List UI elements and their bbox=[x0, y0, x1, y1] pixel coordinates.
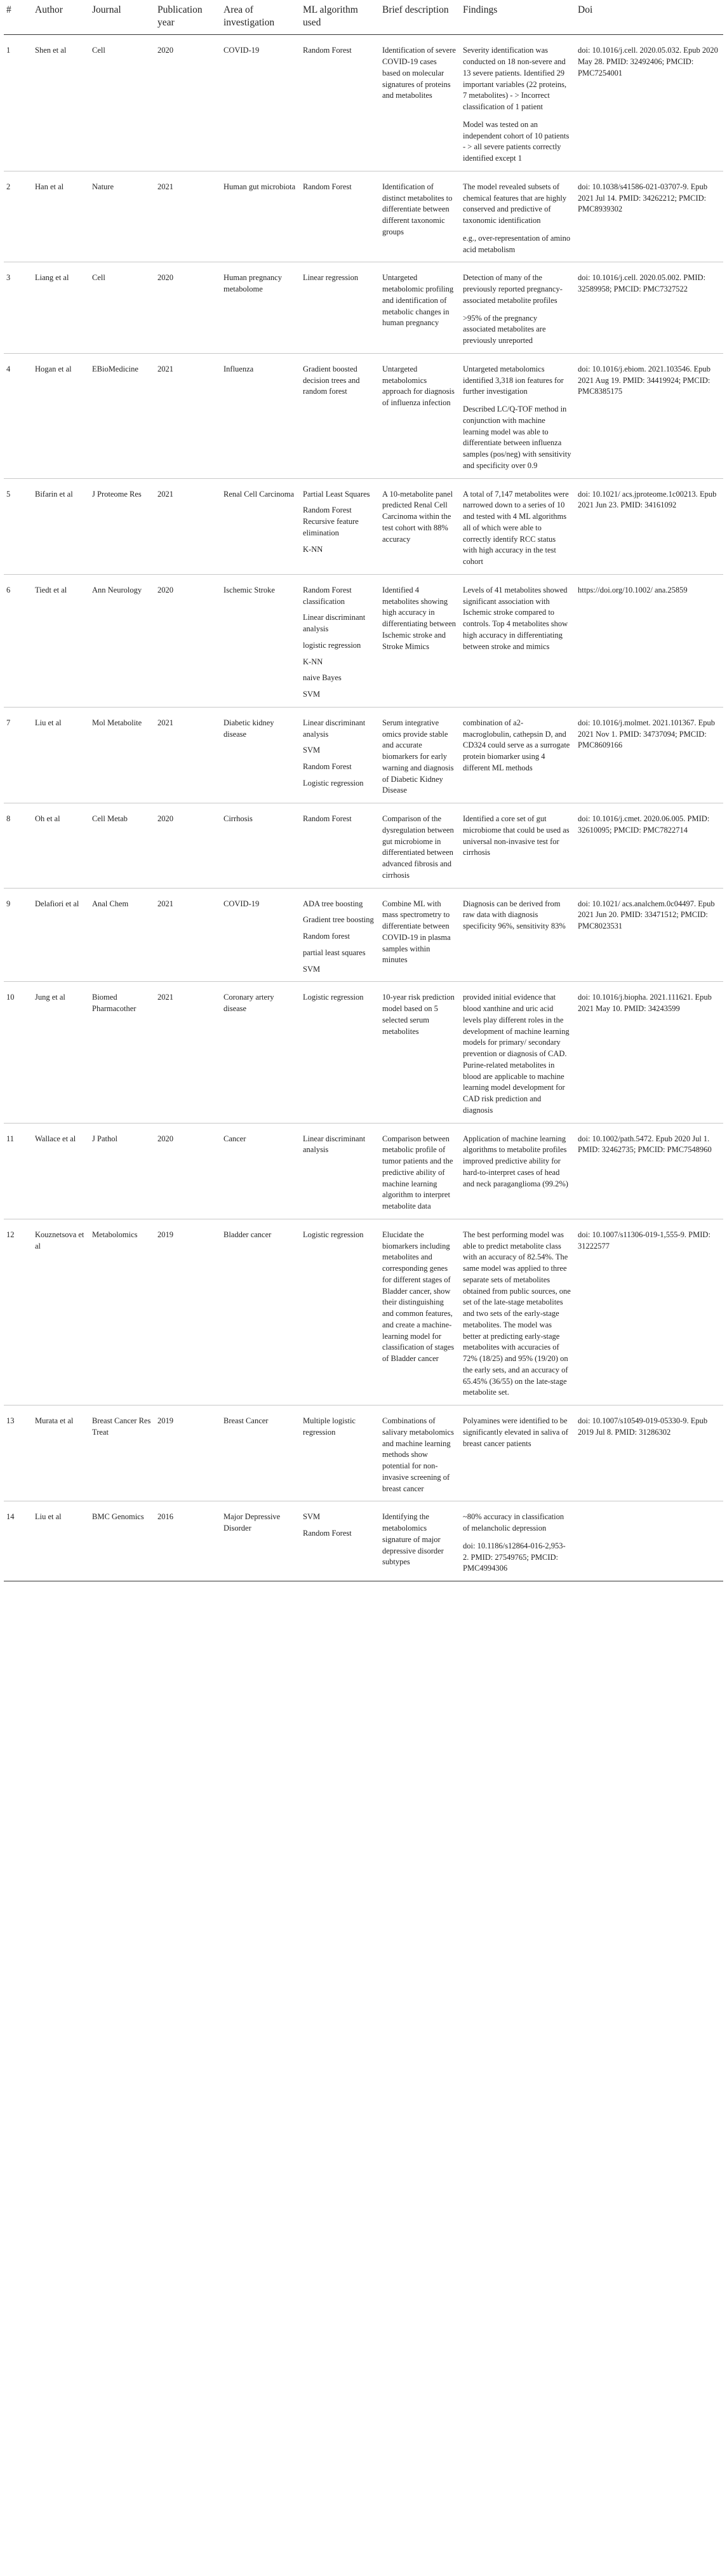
cell-year: 2021 bbox=[155, 171, 221, 262]
cell-num: 4 bbox=[4, 353, 32, 478]
cell-journal: Anal Chem bbox=[90, 888, 155, 982]
cell-description: Comparison between metabolic profile of tumor patients and the predictive ability of machine learning algorithm to interpret metabolite data bbox=[380, 1123, 460, 1219]
cell-ml-algorithms bbox=[300, 1123, 380, 1219]
findings-paragraph: >95% of the pregnancy associated metabolites are previously unreported bbox=[463, 313, 546, 345]
cell-description: Serum integrative omics provide stable and accurate biomarkers for early warning and diagnosis of Diabetic Kidney Disease bbox=[380, 707, 460, 803]
header-num: # bbox=[4, 0, 32, 35]
table-row bbox=[4, 35, 723, 171]
findings-paragraph: Severity identification was conducted on 18 non-severe and 13 severe patients. Identified 29 important variables (22 proteins, 7 metabolites) - > Incorrect classification of 1 patient bbox=[463, 46, 567, 112]
findings-paragraph: Identified a core set of gut microbiome that could be used as universal non-invasive test for cirrhosis bbox=[463, 814, 570, 857]
cell-findings bbox=[460, 574, 575, 707]
cell-ml-algorithms bbox=[300, 707, 380, 803]
findings-paragraph: e.g., over-representation of amino acid metabolism bbox=[463, 233, 571, 254]
cell-area: Major Depressive Disorder bbox=[221, 1501, 300, 1581]
ml-algorithm-item: logistic regression bbox=[303, 640, 361, 650]
cell-doi bbox=[575, 1501, 723, 1581]
ml-algorithm-item: Linear discriminant analysis bbox=[303, 613, 366, 634]
cell-journal: Biomed Pharmacother bbox=[90, 982, 155, 1123]
findings-paragraph: combination of a2-macroglobulin, cathepsin D, and CD324 could serve as a surrogate protein biomarker using 4 different ML methods bbox=[463, 718, 570, 772]
table-header bbox=[4, 0, 723, 35]
ml-algorithm-item: Partial Least Squares bbox=[303, 489, 370, 499]
ml-algorithm-item: Gradient boosted decision trees and random forest bbox=[303, 364, 360, 396]
cell-journal: BMC Genomics bbox=[90, 1501, 155, 1581]
ml-algorithm-item: Random Forest bbox=[303, 46, 352, 55]
cell-area: Human pregnancy metabolome bbox=[221, 262, 300, 354]
ml-algorithm-item: partial least squares bbox=[303, 948, 366, 957]
table-row bbox=[4, 1123, 723, 1219]
cell-author: Shen et al bbox=[32, 35, 90, 171]
cell-ml-algorithms bbox=[300, 1219, 380, 1405]
cell-findings bbox=[460, 982, 575, 1123]
cell-year: 2020 bbox=[155, 262, 221, 354]
cell-year: 2016 bbox=[155, 1501, 221, 1581]
cell-findings bbox=[460, 1405, 575, 1501]
ml-algorithm-item: naive Bayes bbox=[303, 673, 342, 683]
cell-year: 2020 bbox=[155, 803, 221, 889]
ml-algorithm-item: Random forest bbox=[303, 932, 350, 941]
cell-findings bbox=[460, 888, 575, 982]
cell-description: Identification of severe COVID-19 cases based on molecular signatures of proteins and metabolites bbox=[380, 35, 460, 171]
studies-table bbox=[4, 0, 723, 1581]
table-row bbox=[4, 803, 723, 889]
cell-num: 9 bbox=[4, 888, 32, 982]
table-row bbox=[4, 1219, 723, 1405]
header-journal: Journal bbox=[90, 0, 155, 35]
cell-findings bbox=[460, 478, 575, 574]
findings-paragraph: The model revealed subsets of chemical features that are highly conserved and predictive of taxonomic identification bbox=[463, 182, 567, 225]
cell-author: Murata et al bbox=[32, 1405, 90, 1501]
cell-year: 2021 bbox=[155, 707, 221, 803]
cell-ml-algorithms bbox=[300, 982, 380, 1123]
cell-journal: Breast Cancer Res Treat bbox=[90, 1405, 155, 1501]
cell-doi: doi: 10.1021/ acs.jproteome.1c00213. Epub 2021 Jun 23. PMID: 34161092 bbox=[575, 478, 723, 574]
header-year: Publication year bbox=[155, 0, 221, 35]
cell-num: 6 bbox=[4, 574, 32, 707]
cell-doi: doi: 10.1038/s41586-021-03707-9. Epub 2021 Jul 14. PMID: 34262212; PMCID: PMC8939302 bbox=[575, 171, 723, 262]
cell-num: 8 bbox=[4, 803, 32, 889]
ml-algorithm-item: Linear regression bbox=[303, 273, 359, 283]
cell-doi: doi: 10.1016/j.cell. 2020.05.002. PMID: 32589958; PMCID: PMC7327522 bbox=[575, 262, 723, 354]
cell-journal: J Pathol bbox=[90, 1123, 155, 1219]
cell-area: Breast Cancer bbox=[221, 1405, 300, 1501]
findings-paragraph: Polyamines were identified to be significantly elevated in saliva of breast cancer patients bbox=[463, 1416, 568, 1448]
cell-ml-algorithms bbox=[300, 803, 380, 889]
cell-author: Tiedt et al bbox=[32, 574, 90, 707]
header-row bbox=[4, 0, 723, 35]
cell-findings bbox=[460, 1219, 575, 1405]
cell-ml-algorithms bbox=[300, 478, 380, 574]
ml-algorithm-item: Linear discriminant analysis bbox=[303, 718, 366, 739]
cell-doi: doi: 10.1016/j.ebiom. 2021.103546. Epub 2021 Aug 19. PMID: 34419924; PMCID: PMC8385175 bbox=[575, 353, 723, 478]
findings-paragraph: Untargeted metabolomics identified 3,318 ion features for further investigation bbox=[463, 364, 564, 396]
findings-paragraph: Application of machine learning algorithms to metabolite profiles improved predictive ability for hard-to-interpret cases of head and neck paraganglioma (99.2%) bbox=[463, 1134, 568, 1188]
cell-doi: https://doi.org/10.1002/ ana.25859 bbox=[575, 574, 723, 707]
cell-doi: doi: 10.1016/j.cmet. 2020.06.005. PMID: 32610095; PMCID: PMC7822714 bbox=[575, 803, 723, 889]
cell-doi: doi: 10.1007/s10549-019-05330-9. Epub 2019 Jul 8. PMID: 31286302 bbox=[575, 1405, 723, 1501]
cell-doi: doi: 10.1007/s11306-019-1,555-9. PMID: 31222577 bbox=[575, 1219, 723, 1405]
cell-year: 2021 bbox=[155, 888, 221, 982]
cell-description: Identified 4 metabolites showing high accuracy in differentiating between Ischemic stroke and Stroke Mimics bbox=[380, 574, 460, 707]
cell-journal: J Proteome Res bbox=[90, 478, 155, 574]
cell-num: 13 bbox=[4, 1405, 32, 1501]
findings-paragraph: Levels of 41 metabolites showed significant association with Ischemic stroke compared to controls. Top 4 metabolites show high accuracy in differentiating between stroke and mimics bbox=[463, 585, 568, 651]
cell-journal: Nature bbox=[90, 171, 155, 262]
cell-description: Comparison of the dysregulation between gut microbiome in differentiated between advanced fibrosis and cirrhosis bbox=[380, 803, 460, 889]
ml-algorithm-item: SVM bbox=[303, 964, 321, 974]
table-row bbox=[4, 1501, 723, 1581]
cell-area: Cirrhosis bbox=[221, 803, 300, 889]
ml-algorithm-item: Logistic regression bbox=[303, 778, 364, 788]
findings-paragraph: ~80% accuracy in classification of melancholic depression bbox=[463, 1512, 564, 1533]
cell-journal: Cell bbox=[90, 262, 155, 354]
cell-journal: EBioMedicine bbox=[90, 353, 155, 478]
table-row bbox=[4, 1405, 723, 1501]
cell-num: 3 bbox=[4, 262, 32, 354]
cell-description: Identifying the metabolomics signature of major depressive disorder subtypes bbox=[380, 1501, 460, 1581]
ml-algorithm-item: Random Forest Recursive feature elimination bbox=[303, 506, 359, 537]
findings-paragraph: The best performing model was able to predict metabolite class with an accuracy of 82.54%. The same model was applied to three separate sets of metabolites obtained from public sources, one set of the late-stage metabolites and two sets of the early-stage metabolites. The model was better at predicting early-stage metabolites with accuracies of 72% (18/25) and 95% (19/20) on the early sets, and an accuracy of 65.45% (36/55) on the late-stage metabolite set. bbox=[463, 1230, 571, 1397]
cell-findings bbox=[460, 1123, 575, 1219]
cell-findings bbox=[460, 803, 575, 889]
cell-ml-algorithms bbox=[300, 35, 380, 171]
ml-algorithm-item: Logistic regression bbox=[303, 993, 364, 1002]
cell-author: Delafiori et al bbox=[32, 888, 90, 982]
cell-author: Han et al bbox=[32, 171, 90, 262]
cell-year: 2020 bbox=[155, 574, 221, 707]
cell-doi: doi: 10.1021/ acs.analchem.0c04497. Epub 2021 Jun 20. PMID: 33471512; PMCID: PMC8023531 bbox=[575, 888, 723, 982]
ml-algorithm-item: SVM bbox=[303, 746, 321, 755]
findings-paragraph: Described LC/Q-TOF method in conjunction with machine learning model was able to differentiate between influenza samples (pos/neg) with sensitivity and specificity over 0.9 bbox=[463, 405, 571, 470]
table-row bbox=[4, 574, 723, 707]
cell-author: Bifarin et al bbox=[32, 478, 90, 574]
ml-algorithm-item: Linear discriminant analysis bbox=[303, 1134, 366, 1155]
header-ml: ML algorithm used bbox=[300, 0, 380, 35]
cell-journal: Metabolomics bbox=[90, 1219, 155, 1405]
table-body bbox=[4, 35, 723, 1581]
cell-findings bbox=[460, 262, 575, 354]
table-row bbox=[4, 353, 723, 478]
header-author: Author bbox=[32, 0, 90, 35]
table-row bbox=[4, 707, 723, 803]
ml-algorithm-item: Multiple logistic regression bbox=[303, 1416, 356, 1437]
cell-num: 11 bbox=[4, 1123, 32, 1219]
header-doi: Doi bbox=[575, 0, 723, 35]
cell-journal: Cell bbox=[90, 35, 155, 171]
cell-area: Ischemic Stroke bbox=[221, 574, 300, 707]
ml-algorithm-item: SVM bbox=[303, 1512, 321, 1522]
cell-num: 12 bbox=[4, 1219, 32, 1405]
cell-description: Identification of distinct metabolites to differentiate between different taxonomic groups bbox=[380, 171, 460, 262]
cell-description: A 10-metabolite panel predicted Renal Cell Carcinoma within the test cohort with 88% accuracy bbox=[380, 478, 460, 574]
ml-algorithm-item: Random Forest bbox=[303, 182, 352, 191]
cell-year: 2021 bbox=[155, 478, 221, 574]
ml-algorithm-item: K-NN bbox=[303, 544, 323, 554]
cell-doi: doi: 10.1002/path.5472. Epub 2020 Jul 1. PMID: 32462735; PMCID: PMC7548960 bbox=[575, 1123, 723, 1219]
ml-algorithm-item: SVM bbox=[303, 690, 321, 699]
ml-algorithm-item: Random Forest classification bbox=[303, 585, 352, 606]
cell-author: Wallace et al bbox=[32, 1123, 90, 1219]
cell-doi: doi: 10.1016/j.molmet. 2021.101367. Epub 2021 Nov 1. PMID: 34737094; PMCID: PMC8609166 bbox=[575, 707, 723, 803]
cell-findings bbox=[460, 171, 575, 262]
cell-area: Bladder cancer bbox=[221, 1219, 300, 1405]
cell-ml-algorithms bbox=[300, 888, 380, 982]
header-findings: Findings bbox=[460, 0, 575, 35]
cell-num: 7 bbox=[4, 707, 32, 803]
ml-algorithm-item: Random Forest bbox=[303, 762, 352, 772]
cell-year: 2020 bbox=[155, 35, 221, 171]
cell-author: Hogan et al bbox=[32, 353, 90, 478]
cell-year: 2021 bbox=[155, 353, 221, 478]
cell-area: Influenza bbox=[221, 353, 300, 478]
table-row bbox=[4, 262, 723, 354]
cell-area: Cancer bbox=[221, 1123, 300, 1219]
cell-ml-algorithms bbox=[300, 574, 380, 707]
table-row bbox=[4, 888, 723, 982]
cell-ml-algorithms bbox=[300, 262, 380, 354]
cell-ml-algorithms bbox=[300, 353, 380, 478]
cell-description: 10-year risk prediction model based on 5 selected serum metabolites bbox=[380, 982, 460, 1123]
cell-description: Untargeted metabolomic profiling and identification of metabolic changes in human pregnancy bbox=[380, 262, 460, 354]
ml-algorithm-item: Gradient tree boosting bbox=[303, 915, 374, 925]
ml-algorithm-item: Random Forest bbox=[303, 1529, 352, 1538]
cell-area: Renal Cell Carcinoma bbox=[221, 478, 300, 574]
cell-description: Combinations of salivary metabolomics and machine learning methods show potential for non-invasive screening of breast cancer bbox=[380, 1405, 460, 1501]
ml-algorithm-item: Logistic regression bbox=[303, 1230, 364, 1239]
cell-year: 2021 bbox=[155, 982, 221, 1123]
cell-num: 1 bbox=[4, 35, 32, 171]
cell-year: 2020 bbox=[155, 1123, 221, 1219]
cell-author: Oh et al bbox=[32, 803, 90, 889]
findings-paragraph: doi: 10.1186/s12864-016-2,953-2. PMID: 27549765; PMCID: PMC4994306 bbox=[463, 1541, 566, 1573]
header-area: Area of investigation bbox=[221, 0, 300, 35]
table-row bbox=[4, 478, 723, 574]
cell-description: Untargeted metabolomics approach for diagnosis of influenza infection bbox=[380, 353, 460, 478]
cell-area: COVID-19 bbox=[221, 35, 300, 171]
cell-findings bbox=[460, 1501, 575, 1581]
cell-doi: doi: 10.1016/j.biopha. 2021.111621. Epub 2021 May 10. PMID: 34243599 bbox=[575, 982, 723, 1123]
ml-algorithm-item: Random Forest bbox=[303, 814, 352, 824]
cell-num: 5 bbox=[4, 478, 32, 574]
findings-paragraph: Diagnosis can be derived from raw data with diagnosis specificity 96%, sensitivity 83% bbox=[463, 899, 566, 931]
cell-num: 14 bbox=[4, 1501, 32, 1581]
cell-journal: Mol Metabolite bbox=[90, 707, 155, 803]
ml-algorithm-item: ADA tree boosting bbox=[303, 899, 363, 908]
cell-area: Coronary artery disease bbox=[221, 982, 300, 1123]
cell-findings bbox=[460, 35, 575, 171]
cell-num: 2 bbox=[4, 171, 32, 262]
cell-area: COVID-19 bbox=[221, 888, 300, 982]
cell-findings bbox=[460, 353, 575, 478]
findings-paragraph: A total of 7,147 metabolites were narrowed down to a series of 10 and tested with 4 ML algorithms all of which were able to correctly identify RCC status with high accuracy in the test cohort bbox=[463, 489, 569, 567]
cell-ml-algorithms bbox=[300, 1501, 380, 1581]
cell-num: 10 bbox=[4, 982, 32, 1123]
cell-area: Human gut microbiota bbox=[221, 171, 300, 262]
cell-journal: Cell Metab bbox=[90, 803, 155, 889]
cell-author: Liang et al bbox=[32, 262, 90, 354]
cell-journal: Ann Neurology bbox=[90, 574, 155, 707]
cell-author: Liu et al bbox=[32, 707, 90, 803]
cell-description: Elucidate the biomarkers including metabolites and corresponding genes for different stages of Bladder cancer, show their distinguishing and common features, and create a machine-learning model for classification of stages of Bladder cancer bbox=[380, 1219, 460, 1405]
cell-area: Diabetic kidney disease bbox=[221, 707, 300, 803]
cell-author: Jung et al bbox=[32, 982, 90, 1123]
table-row bbox=[4, 982, 723, 1123]
findings-paragraph: Model was tested on an independent cohort of 10 patients - > all severe patients correctly identified except 1 bbox=[463, 119, 570, 163]
cell-ml-algorithms bbox=[300, 171, 380, 262]
cell-doi: doi: 10.1016/j.cell. 2020.05.032. Epub 2020 May 28. PMID: 32492406; PMCID: PMC7254001 bbox=[575, 35, 723, 171]
cell-author: Kouznetsova et al bbox=[32, 1219, 90, 1405]
findings-paragraph: provided initial evidence that blood xanthine and uric acid levels play different roles in the development of machine learning models for primary/ secondary prevention or diagnosis of CAD. Purine-related metabolites in blood are applicable to machine learning model development for CAD risk prediction and diagnosis bbox=[463, 993, 570, 1115]
table-row bbox=[4, 171, 723, 262]
cell-ml-algorithms bbox=[300, 1405, 380, 1501]
cell-year: 2019 bbox=[155, 1219, 221, 1405]
ml-algorithm-item: K-NN bbox=[303, 657, 323, 666]
cell-year: 2019 bbox=[155, 1405, 221, 1501]
cell-author: Liu et al bbox=[32, 1501, 90, 1581]
cell-findings bbox=[460, 707, 575, 803]
cell-description: Combine ML with mass spectrometry to differentiate between COVID-19 in plasma samples within minutes bbox=[380, 888, 460, 982]
findings-paragraph: Detection of many of the previously reported pregnancy-associated metabolite profiles bbox=[463, 273, 563, 305]
header-description: Brief description bbox=[380, 0, 460, 35]
